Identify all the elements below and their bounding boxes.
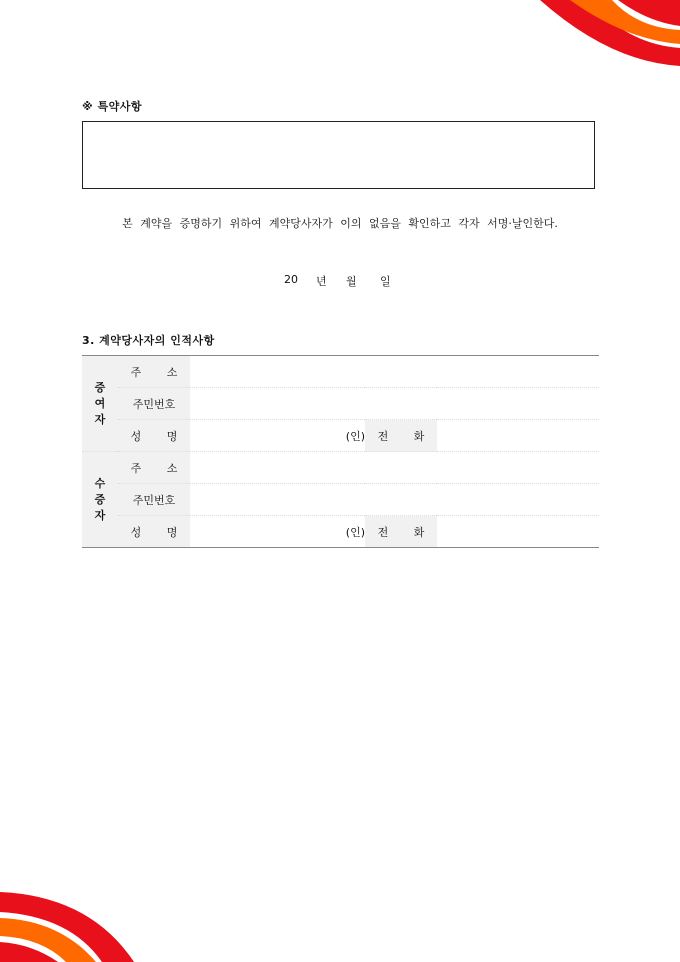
recipient-phone-label: 전 화 (365, 516, 437, 548)
donor-id-row (82, 388, 599, 420)
donor-phone-label: 전 화 (365, 420, 437, 452)
donor-id-label: 주민번호 (118, 388, 190, 420)
donor-name-row (82, 420, 599, 452)
parties-table (82, 355, 599, 548)
recipient-id-label: 주민번호 (118, 484, 190, 516)
donor-phone-field[interactable] (437, 420, 599, 452)
corner-decoration-top-right (540, 0, 680, 70)
donor-name-label: 성 명 (118, 420, 190, 452)
recipient-phone-field[interactable] (437, 516, 599, 548)
donor-address-label: 주 소 (118, 356, 190, 388)
contract-date (284, 273, 391, 289)
date-day-label: 일 (380, 275, 391, 288)
donor-address-row (82, 356, 599, 388)
recipient-name-row (82, 516, 599, 548)
donor-name-field[interactable] (190, 420, 365, 452)
corner-decoration-bottom-left (0, 890, 140, 962)
special-terms-box[interactable] (82, 121, 595, 189)
date-month-label: 월 (346, 275, 357, 288)
donor-id-field[interactable] (190, 388, 599, 420)
parties-title: 3. 계약당사자의 인적사항 (82, 334, 215, 347)
recipient-seal: (인) (345, 525, 365, 539)
recipient-address-field[interactable] (190, 452, 599, 484)
recipient-id-field[interactable] (190, 484, 599, 516)
contract-statement: 본 계약을 증명하기 위하여 계약당사자가 이의 없음을 확인하고 각자 서명·날인한다. (122, 217, 558, 230)
recipient-address-label: 주 소 (118, 452, 190, 484)
recipient-address-row (82, 452, 599, 484)
special-terms-title: ※ 특약사항 (82, 100, 143, 113)
recipient-name-field[interactable] (190, 516, 365, 548)
recipient-role-label: 수 증 자 (82, 452, 118, 548)
donor-seal: (인) (345, 429, 365, 443)
recipient-name-label: 성 명 (118, 516, 190, 548)
date-year-label: 년 (316, 275, 327, 288)
donor-role-label: 증 여 자 (82, 356, 118, 452)
donor-address-field[interactable] (190, 356, 599, 388)
date-year-prefix: 20 (284, 273, 298, 286)
recipient-id-row (82, 484, 599, 516)
